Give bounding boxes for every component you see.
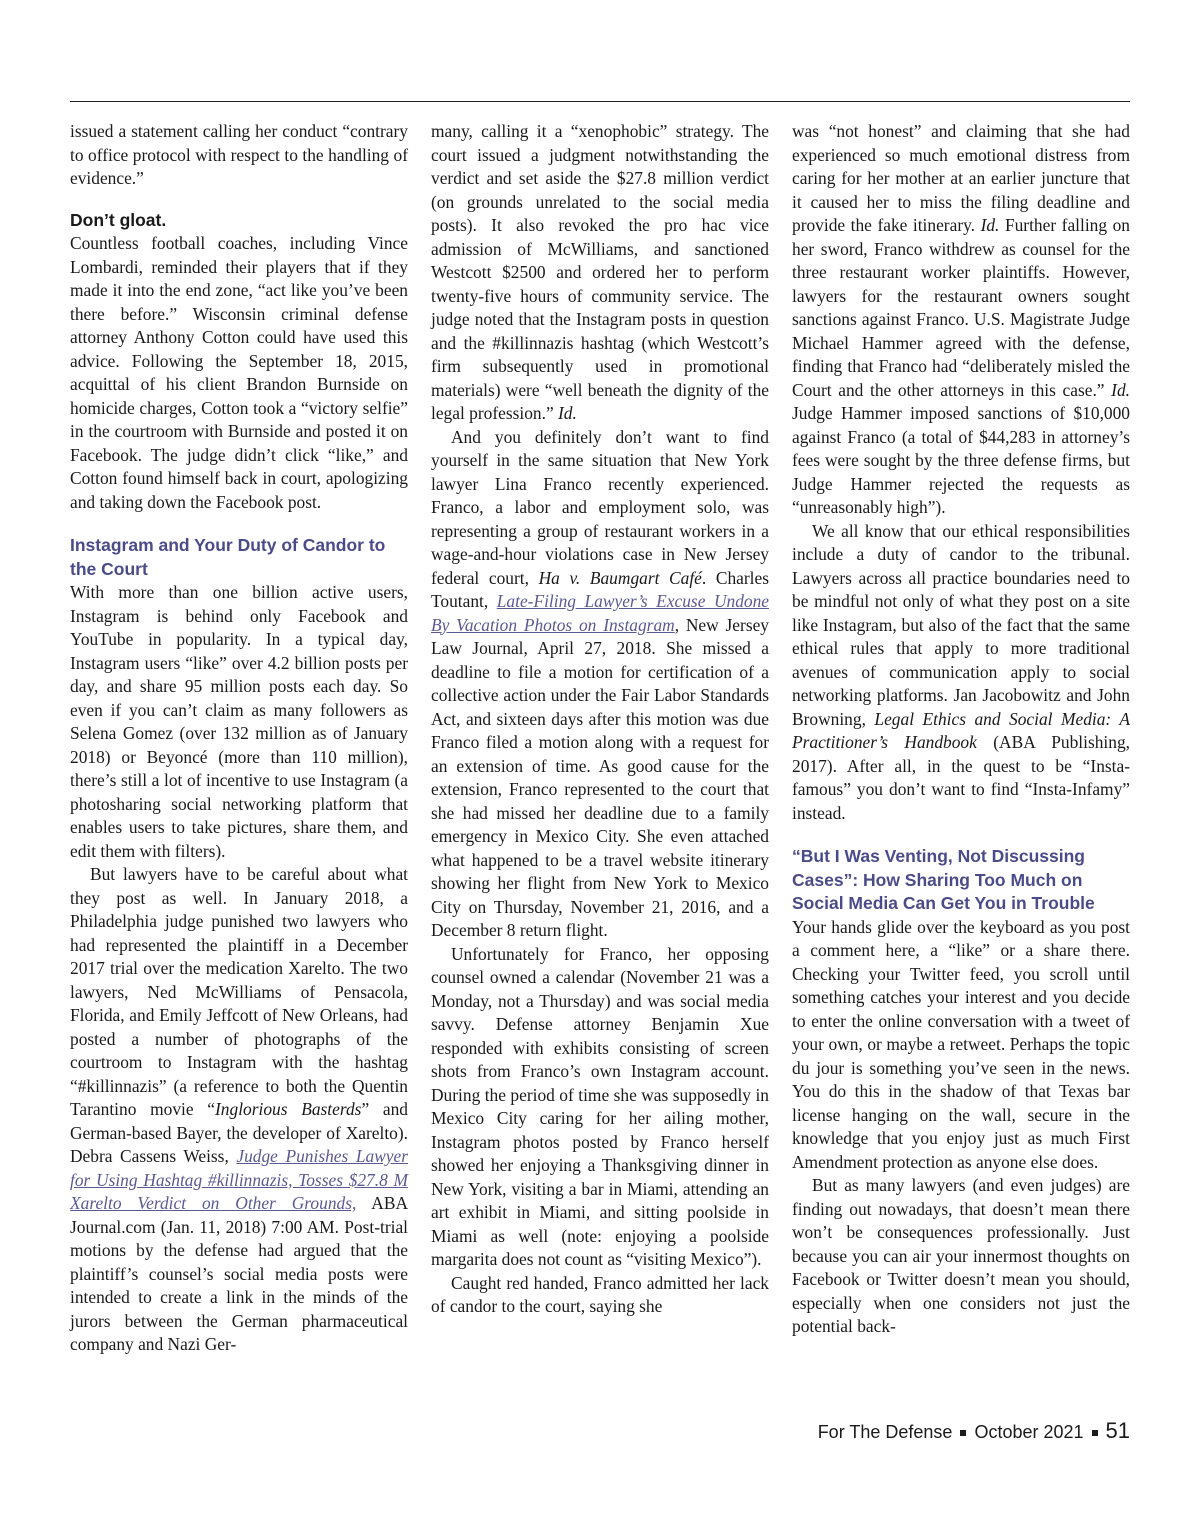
bullet-separator (960, 1430, 966, 1436)
paragraph (431, 120, 769, 426)
paragraph: Your hands glide over the keyboard as you post a comment here, a “like” or a share there. Checking your Twitter feed, you scroll until something catches your interest and you decide to enter the online conversation with a tweet of your own, or maybe a retweet. Perhaps the topic du jour is something you’ve seen in the news. You do this in the shadow of that Texas bar license hanging on the wall, secure in the knowledge that you enjoy just as much First Amendment protection as anyone else does. (792, 916, 1130, 1172)
section-heading-venting: “But I Was Venting, Not Discussing Cases”: How Sharing Too Much on Social Media Can Get You in Trouble (792, 846, 1095, 913)
article-link-aba-journal[interactable]: Judge Punishes Lawyer for Using Hashtag #killinnazis, Tosses $27.8 M Xarelto Verdict on Other Grounds, (70, 1146, 409, 1213)
text-run: ABA Journal.com (Jan. 11, 2018) 7:00 AM. Post-trial motions by the defense had argued that the plaintiff’s counsel’s social media posts were intended to create a link in the minds of the jurors between the German pharmaceutical company and Nazi Ger- (70, 1193, 408, 1354)
citation-id: Id. (558, 403, 577, 423)
paragraph: issued a statement calling her conduct “contrary to office protocol with respect to the handling of evidence.” (70, 121, 408, 188)
publication-name: For The Defense (817, 1422, 953, 1442)
text-run: . Charles Toutant, (431, 567, 769, 611)
section-heading-instagram: Instagram and Your Duty of Candor to the Court (70, 535, 386, 579)
section-heading-dont-gloat: Don’t gloat. (70, 209, 167, 230)
paragraph (792, 520, 1130, 826)
column-2 (431, 120, 769, 1319)
text-run: (ABA Publishing, 2017). After all, in the quest to be “Insta-famous” you don’t want to find “Insta-Infamy” instead. (792, 732, 1130, 823)
text-run: Further falling on her sword, Franco withdrew as counsel for the three restaurant worker plaintiffs. However, lawyers for the restaurant owners sought sanctions against Franco. U.S. Magistrate Judge Michael Hammer agreed with the defense, finding that Franco had “deliberately misled the Court and the other attorneys in this case.” (792, 215, 1130, 400)
page-number: 51 (1105, 1418, 1130, 1443)
column-1 (70, 120, 408, 1357)
text-run: was “not honest” and claiming that she had experienced so much emotional distress from caring for her mother at an earlier juncture that it caused her to miss the filing deadline and provide the fake itinerary. (792, 121, 1130, 235)
text-run: many, calling it a “xenophobic” strategy. The court issued a judgment notwithstanding the verdict and set aside the $27.8 million verdict (on grounds unrelated to the social media posts). It also revoked the pro hac vice admission of McWilliams, and sanctioned Westcott $2500 and ordered her to perform twenty-five hours of community service. The judge noted that the Instagram posts in question and the #killinnazis hashtag (which Westcott’s firm subsequently used in promotional materials) were “well beneath the dignity of the legal profession.” (431, 121, 769, 423)
paragraph: Countless football coaches, including Vince Lombardi, reminded their players that if they made it into the end zone, “act like you’ve been there before.” Wisconsin criminal defense attorney Anthony Cotton could have used this advice. Following the September 18, 2015, acquittal of his client Brandon Burnside on homicide charges, Cotton took a “victory selfie” in the courtroom with Burnside and posted it on Facebook. The judge didn’t click “like,” and Cotton found himself back in court, apologizing and taking down the Facebook post. (70, 233, 408, 512)
text-run: ” and German-based Bayer, the developer of Xarelto). Debra Cassens Weiss, (70, 1099, 408, 1166)
page-footer (818, 1418, 1130, 1444)
paragraph: With more than one billion active users, Instagram is behind only Facebook and YouTube in popularity. In a typical day, Instagram users “like” over 4.2 billion posts per day, and share 95 million posts each day. So even if you can’t claim as many followers as Selena Gomez (over 132 million as of January 2018) or Beyoncé (more than 110 million), there’s still a lot of incentive to use Instagram (a photosharing social networking platform that enables users to take pictures, share them, and edit them with filters). (70, 582, 408, 861)
text-run: Judge Hammer imposed sanctions of $10,000 against Franco (a total of $44,283 in attorney’s fees were sought by the three defense firms, but Judge Hammer rejected the requests as “unreasonably high”). (792, 403, 1130, 517)
case-name: Ha v. Baumgart Café (538, 567, 702, 588)
paragraph: Caught red handed, Franco admitted her lack of candor to the court, saying she (431, 1272, 769, 1316)
paragraph: But as many lawyers (and even judges) are finding out nowadays, that doesn’t mean there won’t be consequences professionally. Just because you can air your innermost thoughts on Facebook or Twitter doesn’t mean you should, especially when one considers not just the potential back- (792, 1175, 1130, 1336)
citation-id: Id. (980, 215, 1000, 235)
text-run: We all know that our ethical responsibilities include a duty of candor to the tribunal. Lawyers across all practice boundaries need to be mindful not only of what they post on a site like Instagram, but also of the fact that the same ethical rules that apply to more traditional avenues of communication apply to social networking platforms. Jan Jacobowitz and John Browning, (792, 520, 1130, 729)
paragraph: Unfortunately for Franco, her opposing counsel owned a calendar (November 21 was a Monday, not a Thursday) and was social media savvy. Defense attorney Benjamin Xue responded with exhibits consisting of screen shots from Franco’s own Instagram account. During the period of time she was supposedly in Mexico City caring for her ailing mother, Instagram photos posted by Franco herself showed her enjoying a Thanksgiving dinner in New York, visiting a bar in Miami, attending an art exhibit in Miami, and sitting poolside in Miami as well (note: enjoying a poolside margarita does not count as “visiting Mexico”). (431, 943, 769, 1269)
text-run: And you definitely don’t want to find yourself in the same situation that New York lawyer Lina Franco recently experienced. Franco, a labor and employment solo, was representing a group of restaurant workers in a wage-and-hour violations case in New Jersey federal court, (431, 426, 769, 588)
bullet-separator (1092, 1430, 1098, 1436)
citation-id: Id. (1111, 379, 1130, 400)
column-3 (792, 120, 1130, 1339)
top-rule (70, 101, 1130, 102)
paragraph (431, 426, 769, 943)
text-run: But lawyers have to be careful about what they post as well. In January 2018, a Philadelphia judge punished two lawyers who had represented the plaintiff in a December 2017 trial over the medication Xarelto. The two lawyers, Ned McWilliams of Pensacola, Florida, and Emily Jeffcott of New Orleans, had posted a number of photographs of the courtroom to Instagram with the hashtag “#killinnazis” (a reference to both the Quentin Tarantino movie “ (70, 864, 408, 1119)
issue-date: October 2021 (974, 1422, 1084, 1442)
paragraph (792, 120, 1130, 520)
movie-title: Inglorious Basterds (215, 1099, 362, 1119)
text-run: , New Jersey Law Journal, April 27, 2018. She missed a deadline to file a motion for certification of a collective action under the Fair Labor Standards Act, and sixteen days after this motion was due Franco filed a motion along with a request for an extension of time. As good cause for the extension, Franco represented to the court that she had missed her deadline due to a family emergency in Mexico City. She even attached what happened to be a travel website itinerary showing her flight from New York to Mexico City on Thursday, November 21, 2016, and a December 8 return flight. (431, 614, 769, 940)
paragraph (70, 863, 408, 1357)
article-link-nj-law-journal[interactable]: Late-Filing Lawyer’s Excuse Undone By Vacation Photos on Instagram (431, 591, 769, 635)
book-title: Legal Ethics and Social Media: A Practitioner’s Handbook (792, 708, 1130, 752)
